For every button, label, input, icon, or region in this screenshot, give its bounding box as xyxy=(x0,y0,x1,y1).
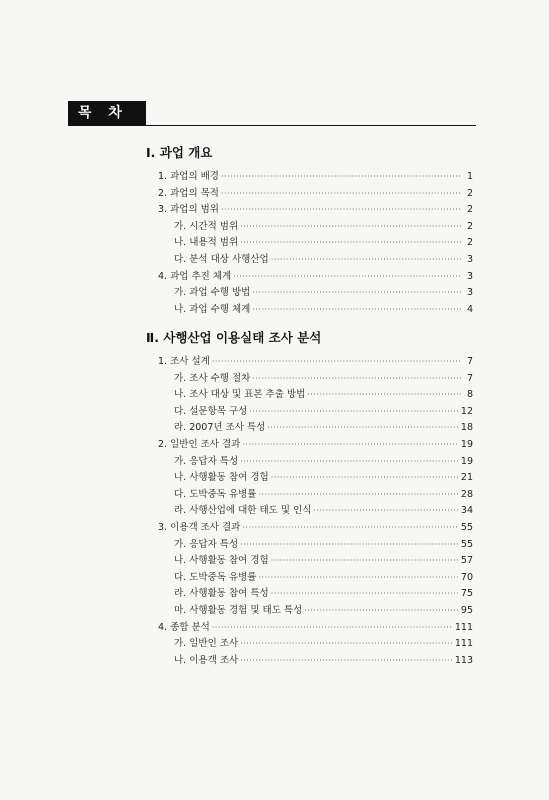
toc-entry[interactable] xyxy=(174,403,473,417)
toc-entry[interactable] xyxy=(174,386,473,400)
dot-leader xyxy=(240,639,453,648)
toc-entry-page: 3 xyxy=(466,254,473,265)
dot-leader xyxy=(249,407,459,416)
toc-entry-label: 2. 과업의 목적 xyxy=(158,187,219,199)
toc-entry[interactable] xyxy=(174,284,473,298)
dot-leader xyxy=(240,457,459,466)
dot-leader xyxy=(271,589,459,598)
toc-entry-page: 111 xyxy=(454,621,473,633)
toc-entry-page: 4 xyxy=(466,303,473,315)
dot-leader xyxy=(240,238,461,247)
dot-leader xyxy=(221,189,461,198)
toc-entry[interactable] xyxy=(174,301,473,315)
dot-leader xyxy=(221,172,461,181)
toc-entry-page: 28 xyxy=(460,488,473,500)
toc-entry[interactable] xyxy=(174,536,473,550)
dot-leader xyxy=(233,272,461,281)
toc-entry-label: 3. 이용객 조사 결과 xyxy=(158,522,241,533)
toc-entry-label: 가. 응답자 특성 xyxy=(174,538,239,550)
toc-entry[interactable] xyxy=(174,502,473,516)
toc-entry-page: 19 xyxy=(460,439,473,450)
toc-entry-label: 가. 시간적 범위 xyxy=(174,220,239,232)
toc-entry-page: 12 xyxy=(460,405,473,417)
toc-entry[interactable] xyxy=(174,419,473,433)
toc-entry-page: 7 xyxy=(466,372,473,384)
toc-entry-label: 다. 도박중독 유병률 xyxy=(174,488,257,500)
dot-leader xyxy=(271,255,461,264)
toc-entry[interactable] xyxy=(158,519,473,533)
dot-leader xyxy=(252,374,461,383)
toc-entry-page: 95 xyxy=(460,605,473,616)
toc-header-title: 목 차 xyxy=(68,101,146,125)
toc-entry[interactable] xyxy=(158,436,473,450)
toc-entry[interactable] xyxy=(174,635,473,649)
toc-entry-label: 라. 사행활동 참여 특성 xyxy=(174,588,269,600)
toc-entry-label: 나. 조사 대상 및 표본 추출 방법 xyxy=(174,389,306,401)
toc-entry-page: 57 xyxy=(460,555,473,567)
toc-entry-label: 나. 내용적 범위 xyxy=(174,237,239,249)
toc-entry-label: 나. 사행활동 참여 경험 xyxy=(174,472,269,484)
toc-entry-label: 나. 이용객 조사 xyxy=(174,654,239,666)
dot-leader xyxy=(212,357,461,366)
toc-entry[interactable] xyxy=(174,602,473,616)
dot-leader xyxy=(258,490,458,499)
dot-leader xyxy=(267,423,459,432)
toc-entry-page: 1 xyxy=(466,171,473,182)
toc-entry[interactable] xyxy=(174,218,473,232)
toc-entry-page: 18 xyxy=(460,422,473,434)
toc-entry[interactable] xyxy=(158,268,473,282)
toc-entry[interactable] xyxy=(174,486,473,500)
toc-entry-label: 다. 도박중독 유병률 xyxy=(174,571,257,583)
toc-entry-page: 111 xyxy=(454,638,473,650)
toc-entry-label: 가. 과업 수행 방법 xyxy=(174,287,251,299)
dot-leader xyxy=(212,623,453,632)
toc-entry-label: 다. 설문항목 구성 xyxy=(174,405,248,417)
toc-entry[interactable] xyxy=(174,569,473,583)
dot-leader xyxy=(271,556,459,565)
dot-leader xyxy=(242,523,459,532)
toc-entry-label: 2. 일반인 조사 결과 xyxy=(158,439,241,450)
toc-entry-page: 75 xyxy=(460,588,473,600)
toc-entry-label: 4. 과업 추진 체계 xyxy=(158,270,232,282)
dot-leader xyxy=(240,540,459,549)
toc-entry-label: 1. 과업의 배경 xyxy=(158,171,219,182)
dot-leader xyxy=(240,222,461,231)
toc-entry[interactable] xyxy=(174,453,473,467)
toc-entry-page: 55 xyxy=(460,522,473,533)
toc-entry-page: 70 xyxy=(460,571,473,583)
toc-entry[interactable] xyxy=(174,370,473,384)
dot-leader xyxy=(258,573,458,582)
toc-entry-page: 3 xyxy=(466,287,473,299)
toc-entry-label: 4. 종합 분석 xyxy=(158,621,210,633)
dot-leader xyxy=(252,305,461,314)
toc-entry[interactable] xyxy=(158,168,473,182)
toc-entry-page: 34 xyxy=(460,505,473,517)
toc-entry-label: 3. 과업의 범위 xyxy=(158,204,219,216)
dot-leader xyxy=(271,473,459,482)
toc-entry-label: 마. 사행활동 경험 및 태도 특성 xyxy=(174,605,303,616)
dot-leader xyxy=(304,606,459,615)
toc-entry-label: 라. 2007년 조사 특성 xyxy=(174,422,266,434)
toc-entry-label: 가. 응답자 특성 xyxy=(174,455,239,467)
dot-leader xyxy=(242,440,459,449)
toc-entry-page: 2 xyxy=(466,187,473,199)
toc-entry-page: 55 xyxy=(460,538,473,550)
toc-entry-label: 나. 사행활동 참여 경험 xyxy=(174,555,269,567)
toc-entry-page: 2 xyxy=(466,204,473,216)
section-title: Ⅱ. 사행산업 이용실태 조사 분석 xyxy=(146,330,322,345)
toc-entry-page: 21 xyxy=(460,472,473,484)
toc-entry-page: 113 xyxy=(454,654,473,666)
toc-entry[interactable] xyxy=(158,619,473,633)
toc-entry-page: 19 xyxy=(460,455,473,467)
toc-entry[interactable] xyxy=(174,652,473,666)
dot-leader xyxy=(307,390,461,399)
dot-leader xyxy=(240,656,453,665)
toc-entry[interactable] xyxy=(174,251,473,265)
toc-entry-label: 가. 조사 수행 절차 xyxy=(174,372,251,384)
toc-entry-page: 3 xyxy=(466,270,473,282)
toc-entry[interactable] xyxy=(158,185,473,199)
toc-entry[interactable] xyxy=(174,234,473,248)
section-title: Ⅰ. 과업 개요 xyxy=(146,145,213,160)
toc-entry-label: 가. 일반인 조사 xyxy=(174,638,239,650)
toc-entry-page: 8 xyxy=(466,389,473,401)
toc-entry[interactable] xyxy=(174,469,473,483)
toc-entry[interactable] xyxy=(174,585,473,599)
toc-entry[interactable] xyxy=(158,353,473,367)
toc-entry[interactable] xyxy=(158,201,473,215)
toc-entry-page: 2 xyxy=(466,220,473,232)
toc-entry-label: 라. 사행산업에 대한 태도 및 인식 xyxy=(174,505,312,517)
dot-leader xyxy=(221,205,461,214)
toc-entry-page: 7 xyxy=(466,356,473,367)
dot-leader xyxy=(313,506,458,515)
toc-entry-label: 1. 조사 설계 xyxy=(158,356,210,367)
toc-entry[interactable] xyxy=(174,552,473,566)
toc-entry-page: 2 xyxy=(466,237,473,249)
dot-leader xyxy=(252,288,461,297)
toc-entry-label: 다. 분석 대상 사행산업 xyxy=(174,254,269,265)
toc-entry-label: 나. 과업 수행 체계 xyxy=(174,303,251,315)
